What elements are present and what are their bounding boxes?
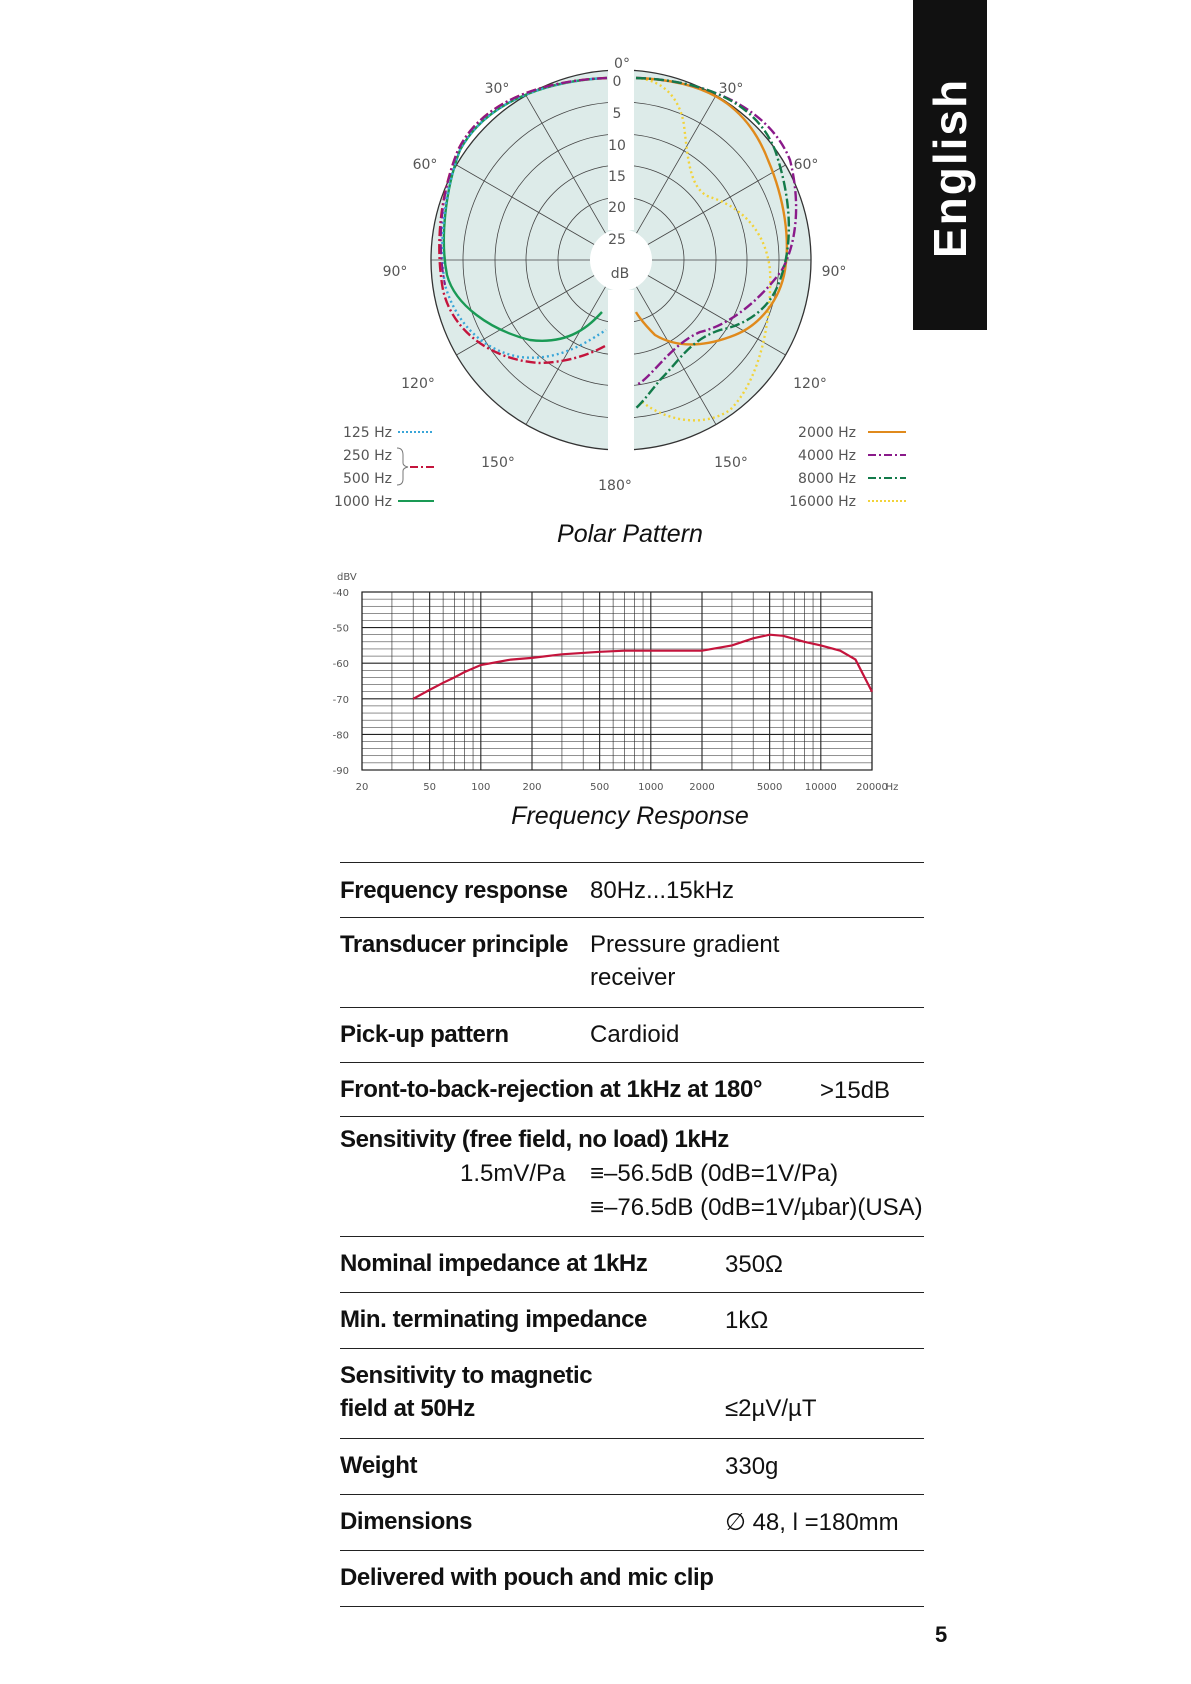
freq-x-tick: 20	[355, 782, 369, 793]
spec-value: 350Ω	[725, 1251, 783, 1278]
spec-label: Front-to-back-rejection at 1kHz at 180°	[340, 1076, 763, 1103]
spec-row-delivered	[340, 1551, 924, 1607]
freq-x-tick: 2000	[689, 782, 715, 793]
spec-label: Sensitivity to magnetic	[340, 1362, 593, 1389]
specs-table	[340, 862, 924, 1607]
freq-x-tick: 5000	[756, 782, 783, 793]
freq-y-tick: -90	[332, 766, 349, 777]
freq-plot-area	[362, 592, 872, 770]
polar-pattern-chart	[0, 0, 1191, 520]
spec-row-impedance	[340, 1237, 924, 1293]
freq-x-unit: Hz	[885, 782, 899, 793]
spec-row-pickup	[340, 1008, 924, 1063]
polar-axis-gap-bottom	[608, 290, 634, 460]
freq-x-tick: 10000	[804, 782, 837, 793]
spec-row-min-terminating	[340, 1293, 924, 1349]
spec-label: Sensitivity (free field, no load) 1kHz	[340, 1126, 729, 1153]
freq-x-tick: 200	[522, 782, 542, 793]
polar-angle-label: 90°	[382, 264, 408, 280]
spec-value: >15dB	[820, 1077, 891, 1104]
legend-label: 250 Hz	[342, 448, 392, 464]
spec-value: 1kΩ	[725, 1307, 769, 1334]
freq-x-tick: 20000	[856, 782, 888, 793]
spec-value: 1.5mV/Pa	[460, 1160, 566, 1187]
polar-caption: Polar Pattern	[557, 520, 703, 548]
legend-label: 125 Hz	[342, 425, 392, 441]
polar-angle-label: 60°	[412, 157, 438, 173]
spec-row-transducer	[340, 918, 924, 1008]
spec-label: Nominal impedance at 1kHz	[340, 1250, 648, 1277]
polar-db-tick: 25	[608, 232, 626, 248]
language-label: English	[924, 77, 976, 259]
polar-angle-label: 120°	[793, 376, 827, 392]
spec-value: Pressure gradient	[590, 931, 780, 958]
polar-angle-label: 150°	[714, 455, 748, 471]
freq-x-tick: 50	[423, 782, 437, 793]
spec-label: Frequency response	[340, 877, 568, 904]
polar-angle-label: 0°	[614, 56, 630, 72]
spec-value: ≤2µV/µT	[725, 1395, 817, 1422]
polar-db-tick: 20	[608, 200, 626, 216]
legend-label: 1000 Hz	[334, 494, 392, 510]
polar-angle-label: 180°	[598, 478, 632, 494]
spec-value: ≡–76.5dB (0dB=1V/µbar)(USA)	[590, 1194, 923, 1221]
polar-angle-label: 30°	[718, 81, 744, 97]
freq-y-tick: -80	[332, 730, 349, 742]
legend-brace	[397, 448, 408, 485]
spec-label: Pick-up pattern	[340, 1021, 509, 1048]
polar-db-tick: 15	[608, 169, 626, 185]
polar-angle-label: 30°	[484, 81, 510, 97]
frequency-caption: Frequency Response	[511, 802, 749, 830]
spec-value: ≡–56.5dB (0dB=1V/Pa)	[590, 1160, 839, 1187]
freq-y-tick: -40	[332, 588, 349, 599]
polar-db-tick: 10	[608, 138, 626, 154]
legend-label: 16000 Hz	[789, 494, 856, 510]
spec-row-sensitivity	[340, 1117, 924, 1237]
polar-angle-label: 60°	[793, 157, 819, 173]
freq-x-tick: 100	[471, 782, 491, 793]
polar-angle-label: 120°	[401, 376, 435, 392]
freq-x-tick: 500	[590, 782, 610, 793]
spec-value: ∅ 48, l =180mm	[725, 1509, 899, 1536]
spec-label: Min. terminating impedance	[340, 1306, 647, 1333]
legend-label: 2000 Hz	[798, 425, 856, 441]
polar-db-tick: 0	[612, 74, 622, 90]
legend-label: 4000 Hz	[798, 448, 856, 464]
freq-y-tick: -60	[332, 659, 349, 671]
spec-row-magnetic	[340, 1349, 924, 1439]
spec-label: field at 50Hz	[340, 1395, 475, 1422]
freq-y-tick: -50	[332, 623, 349, 635]
frequency-response-chart	[0, 560, 1191, 810]
spec-label: Delivered with pouch and mic clip	[340, 1564, 714, 1591]
spec-label: Transducer principle	[340, 931, 569, 958]
spec-label: Weight	[340, 1452, 418, 1479]
freq-x-tick: 1000	[638, 782, 664, 793]
legend-label: 8000 Hz	[798, 471, 856, 487]
spec-value: 330g	[725, 1453, 779, 1480]
legend-label: 500 Hz	[342, 471, 392, 487]
polar-db-unit: dB	[610, 266, 630, 282]
spec-label: Dimensions	[340, 1508, 473, 1535]
spec-row-frequency	[340, 863, 924, 918]
freq-y-tick: -70	[332, 694, 349, 706]
freq-y-unit: dBV	[337, 572, 357, 583]
polar-angle-label: 150°	[481, 455, 515, 471]
polar-db-tick: 5	[612, 106, 622, 122]
page-number: 5	[935, 1622, 948, 1647]
spec-row-dimensions	[340, 1495, 924, 1551]
spec-value: 80Hz...15kHz	[590, 877, 735, 904]
spec-row-front-back	[340, 1063, 924, 1117]
polar-angle-label: 90°	[821, 264, 847, 280]
spec-value: receiver	[590, 964, 676, 991]
spec-row-weight	[340, 1439, 924, 1495]
spec-value: Cardioid	[590, 1021, 680, 1048]
